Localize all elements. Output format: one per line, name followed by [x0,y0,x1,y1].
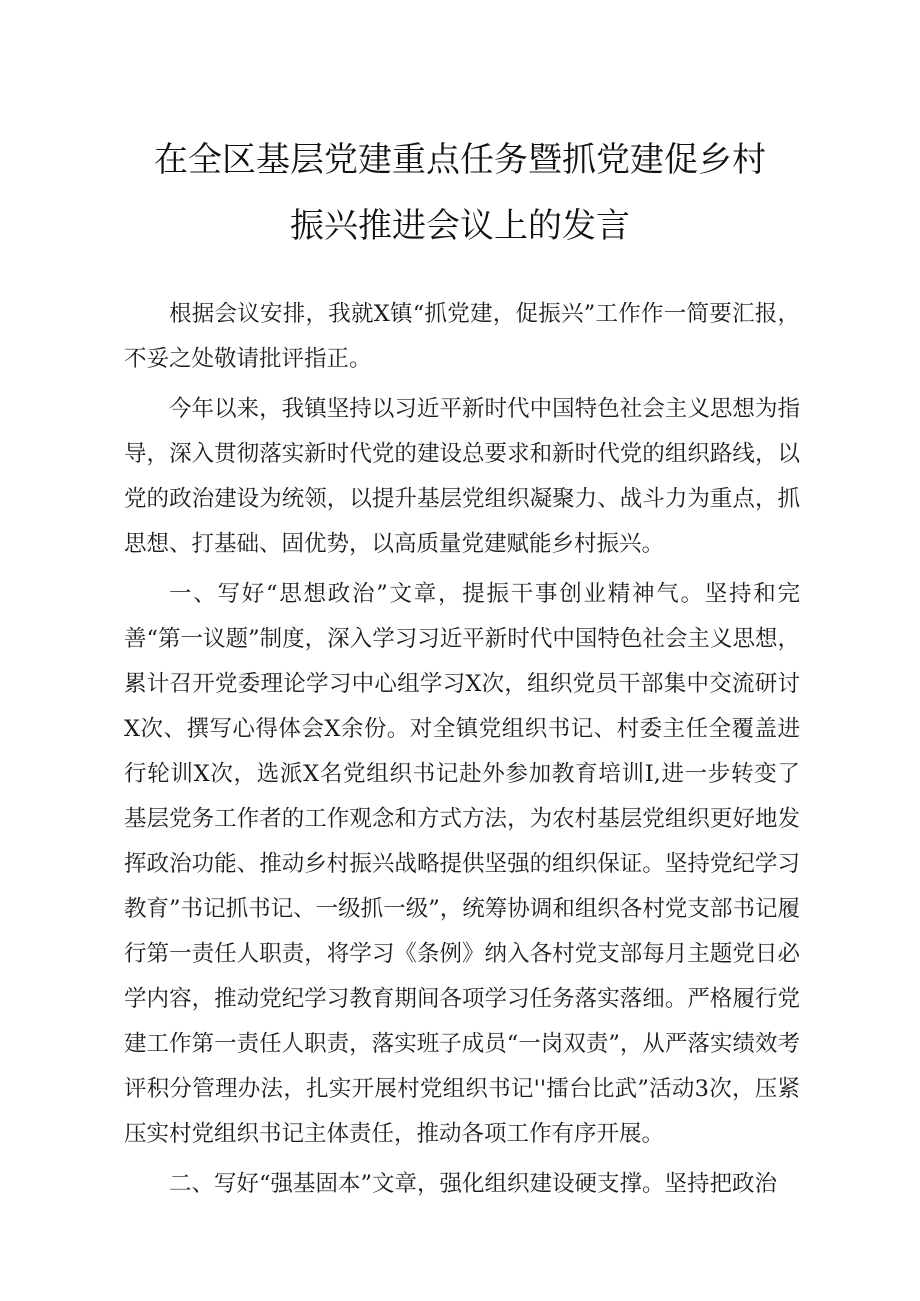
paragraph-section-one: 一、写好“思想政治”文章，提振干事创业精神气。坚持和完善“第一议题”制度，深入学习习近平新时代中国特色社会主义思想，累计召开党委理论学习中心组学习X次，组织党员干部集中交流研讨X次、撰写心得体会X余份。对全镇党组织书记、村委主任全覆盖进行轮训X次，选派X名党组织书记赴外参加教育培训I,进一步转变了基层党务工作者的工作观念和方式方法，为农村基层党组织更好地发挥政治功能、推动乡村振兴战略提供坚强的组织保证。坚持党纪学习教育”书记抓书记、一级抓一级”，统筹协调和组织各村党支部书记履行第一责任人职责，将学习《条例》纳入各村党支部每月主题党日必学内容，推动党纪学习教育期间各项学习任务落实落细。严格履行党建工作第一责任人职责，落实班子成员“一岗双责”，从严落实绩效考评积分管理办法，扎实开展村党组织书记''擂台比武”活动3次，压紧压实村党组织书记主体责任，推动各项工作有序开展。 [124,581,800,1147]
document-title-line-2: 振兴推进会议上的发言 [290,206,630,246]
document-body [124,292,800,1207]
paragraph-overview: 今年以来，我镇坚持以习近平新时代中国特色社会主义思想为指导，深入贯彻落实新时代党的建设总要求和新时代党的组织路线，以党的政治建设为统领，以提升基层党组织凝聚力、战斗力为重点，抓思想、打基础、固优势，以高质量党建赋能乡村振兴。 [124,396,800,557]
paragraph-section-two: 二、写好“强基固本”文章，强化组织建设硬支撑。坚持把政治 [169,1171,778,1197]
paragraph-intro: 根据会议安排，我就X镇“抓党建，促振兴”工作作一简要汇报，不妥之处敬请批评指正。 [124,301,800,372]
document-title-line-1: 在全区基层党建重点任务暨抓党建促乡村 [154,140,766,180]
